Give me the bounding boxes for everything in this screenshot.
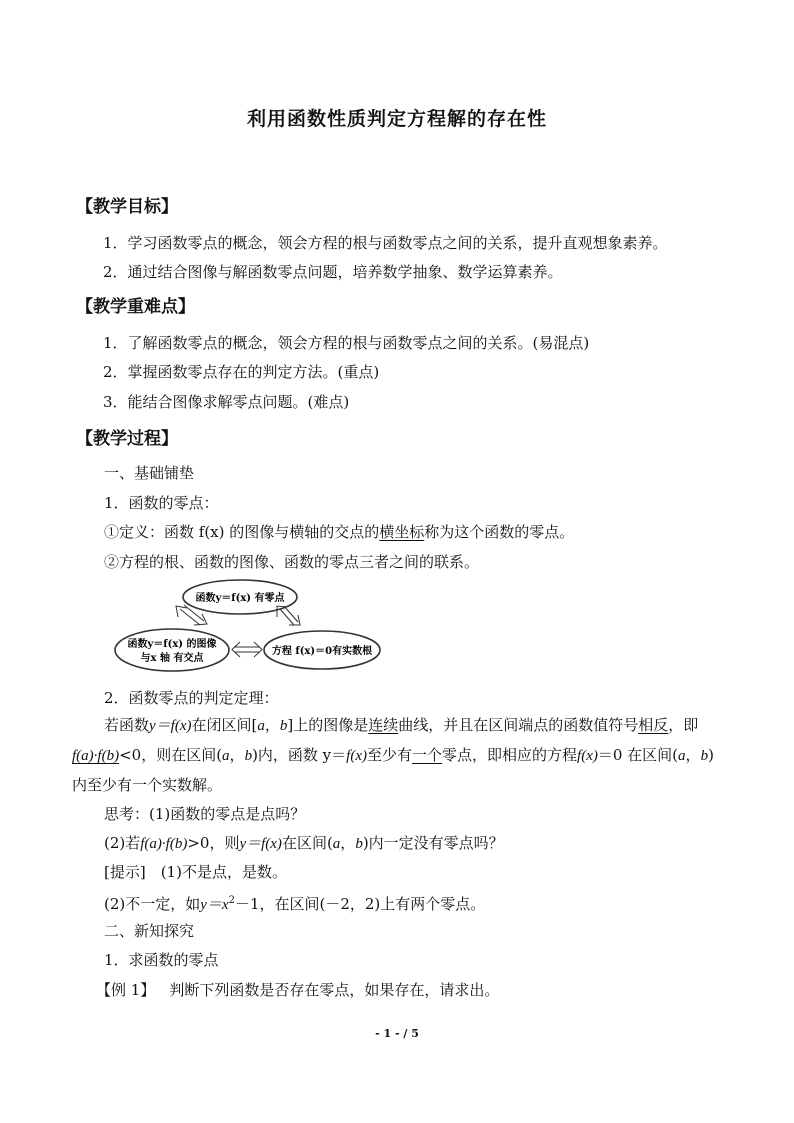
zero-definition: ①定义：函数 f(x) 的图像与横轴的交点的横坐标称为这个函数的零点。 (104, 523, 575, 541)
key-item-1: 1．了解函数零点的概念，领会方程的根与函数零点之间的关系。(易混点) (103, 334, 590, 352)
example-1: 【例 1】 判断下列函数是否存在零点，如果存在，请求出。 (96, 981, 500, 999)
heading-key-points: 【教学重难点】 (76, 297, 195, 317)
arrow-top-right-icon (277, 606, 300, 625)
theorem-title: 2．函数零点的判定定理： (104, 689, 279, 707)
page-number: - 1 - / 5 (375, 1027, 419, 1040)
goal-item-1: 1．学习函数零点的概念，领会方程的根与函数零点之间的关系，提升直观想象素养。 (103, 234, 668, 252)
diagram-left-text-1: 函数y＝f(x) 的图像 (127, 639, 217, 650)
heading-process: 【教学过程】 (76, 429, 178, 449)
hint-1: [提示] (1)不是点，是数。 (104, 863, 287, 881)
key-item-3: 3．能结合图像求解零点问题。(难点) (103, 393, 350, 411)
arrow-top-left-icon (176, 605, 207, 625)
zero-title: 1．函数的零点： (104, 494, 219, 512)
relation-text: ②方程的根、函数的图像、函数的零点三者之间的联系。 (104, 553, 480, 571)
diagram-left-text-2: 与x 轴 有交点 (140, 653, 204, 664)
diagram-top-text: 函数y＝f(x) 有零点 (195, 593, 285, 604)
think-question-2: (2)若f(a)·f(b)>0，则y＝f(x)在区间(a，b)内一定没有零点吗？ (104, 834, 504, 852)
theorem-paragraph: 若函数y＝f(x)在闭区间[a，b]上的图像是连续曲线，并且在区间端点的函数值符号相反，即f(a)·f(b)<0，则在区间(a，b)内，函数 y＝f(x)至少有一个零点，即相应的方程f(x)＝0 在区间(a，b)内至少有一个实数解。 (72, 716, 714, 794)
ellipse-left (115, 629, 229, 671)
relation-diagram (112, 577, 382, 673)
hint-2: (2)不一定，如$y=x^2-1$，在区间(－2，2)上有两个零点。 (104, 895, 486, 913)
goal-item-2: 2．通过结合图像与解函数零点问题，培养数学抽象、数学运算素养。 (103, 263, 563, 281)
part2-heading: 二、新知探究 (104, 922, 195, 940)
key-item-2: 2．掌握函数零点存在的判定方法。(重点) (103, 363, 380, 381)
part1-heading: 一、基础铺垫 (104, 464, 195, 482)
arrow-left-right-icon (232, 642, 262, 657)
find-zero-title: 1．求函数的零点 (104, 951, 219, 969)
think-question-1: 思考：(1)函数的零点是点吗？ (104, 805, 306, 823)
heading-goals: 【教学目标】 (76, 197, 178, 217)
diagram-right-text: 方程 f(x)＝0有实数根 (271, 646, 373, 657)
page-title: 利用函数性质判定方程解的存在性 (246, 108, 547, 130)
